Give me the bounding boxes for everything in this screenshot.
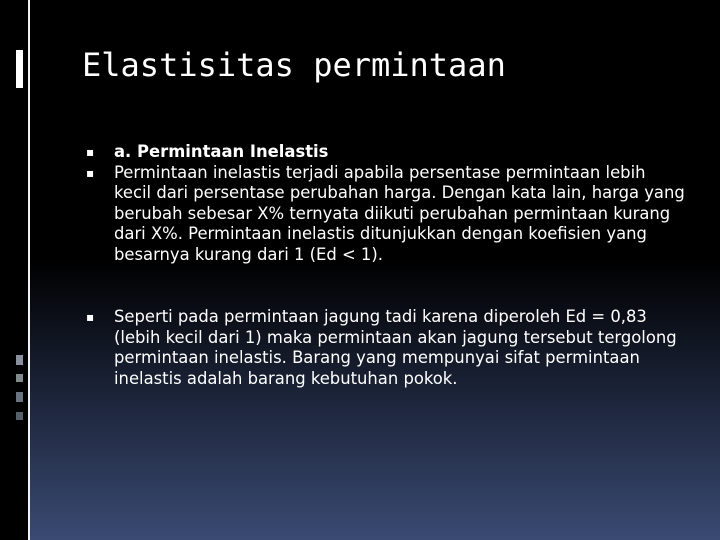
- left-stripe: [0, 0, 30, 540]
- spacer: [86, 265, 686, 307]
- bullet-marker-icon: ▪: [86, 165, 95, 180]
- bullet-marker-icon: ▪: [86, 310, 95, 324]
- bullet-text: a. Permintaan Inelastis: [114, 142, 329, 161]
- slide-title: Elastisitas permintaan: [82, 46, 506, 84]
- bullet-item: [86, 307, 686, 389]
- bullet-marker-icon: ▪: [86, 145, 95, 159]
- bullet-item: [86, 142, 686, 163]
- bullet-text: Seperti pada permintaan jagung tadi karena diperoleh Ed = 0,83 (lebih kecil dari 1) maka permintaan akan jagung tersebut tergolong permintaan inelastis. Barang yang mempunyai sifat permintaan inelastis adalah barang kebutuhan pokok.: [114, 307, 677, 388]
- bullet-text: Permintaan inelastis terjadi apabila persentase permintaan lebih kecil dari persentase perubahan harga. Dengan kata lain, harga yang berubah sebesar X% ternyata diikuti perubahan permintaan kurang dari X%. Permintaan inelastis ditunjukkan dengan koefisien yang besarnya kurang dari 1 (Ed < 1).: [114, 162, 685, 264]
- decor-block: [16, 374, 23, 382]
- bullet-list: [86, 142, 686, 389]
- decor-block: [16, 392, 23, 402]
- decor-block: [16, 355, 23, 365]
- bullet-item: [86, 163, 686, 266]
- decor-block: [16, 412, 23, 420]
- decor-block: [16, 50, 23, 88]
- left-accent-line: [28, 0, 30, 540]
